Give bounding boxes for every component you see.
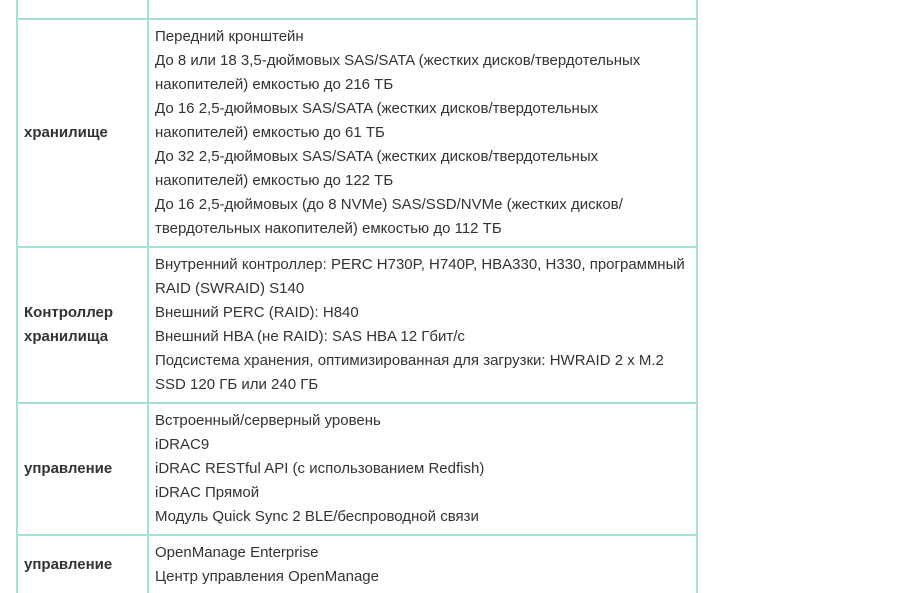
row-value-management-console [148, 535, 697, 593]
spec-line: Внешний HBA (не RAID): SAS HBA 12 Гбит/с [155, 328, 465, 345]
table-row-storage [17, 19, 697, 247]
spec-line: До 8 или 18 3,5-дюймовых SAS/SATA (жестких дисков/твердотельных накопителей) емкостью до 216 ТБ [155, 52, 641, 93]
table-row-management-console [17, 535, 697, 593]
row-value-storage [148, 19, 697, 247]
spec-line: Встроенный/серверный уровень [155, 412, 381, 429]
spec-line: До 16 2,5-дюймовых SAS/SATA (жестких дисков/твердотельных накопителей) емкостью до 61 ТБ [155, 100, 599, 141]
spec-line: Центр управления OpenManage [155, 568, 379, 585]
value-cell-previous [148, 0, 697, 19]
row-label-storage: хранилище [17, 19, 148, 247]
label-cell-previous [17, 0, 148, 19]
spec-line: Внутренний контроллер: PERC H730P, H740P, HBA330, H330, программный RAID (SWRAID) S140 [155, 256, 685, 297]
table-row-management-embedded [17, 403, 697, 535]
spec-line: iDRAC RESTful API (с использованием Redfish) [155, 460, 485, 477]
row-value-management-embedded [148, 403, 697, 535]
table-row-storage-controller [17, 247, 697, 403]
row-value-storage-controller [148, 247, 697, 403]
spec-line: Передний кронштейн [155, 28, 304, 45]
spec-line: iDRAC9 [155, 436, 210, 453]
spec-line: До 32 2,5-дюймовых SAS/SATA (жестких дисков/твердотельных накопителей) емкостью до 122 ТБ [155, 148, 599, 189]
spec-line: Модуль Quick Sync 2 BLE/беспроводной связи [155, 508, 479, 525]
row-label-storage-controller: Контроллер хранилища [17, 247, 148, 403]
spec-line: До 16 2,5-дюймовых (до 8 NVMe) SAS/SSD/NVMe (жестких дисков/ твердотельных накопителей) емкостью до 112 ТБ [155, 196, 623, 237]
row-label-management-console: управление [17, 535, 148, 593]
table-row-previous [17, 0, 697, 19]
row-label-management-embedded: управление [17, 403, 148, 535]
specifications-table [16, 0, 698, 593]
spec-line: Подсистема хранения, оптимизированная для загрузки: HWRAID 2 x M.2 SSD 120 ГБ или 240 ГБ [155, 352, 664, 393]
spec-line: iDRAC Прямой [155, 484, 260, 501]
spec-line: Внешний PERC (RAID): H840 [155, 304, 359, 321]
spec-line: OpenManage Enterprise [155, 544, 319, 561]
